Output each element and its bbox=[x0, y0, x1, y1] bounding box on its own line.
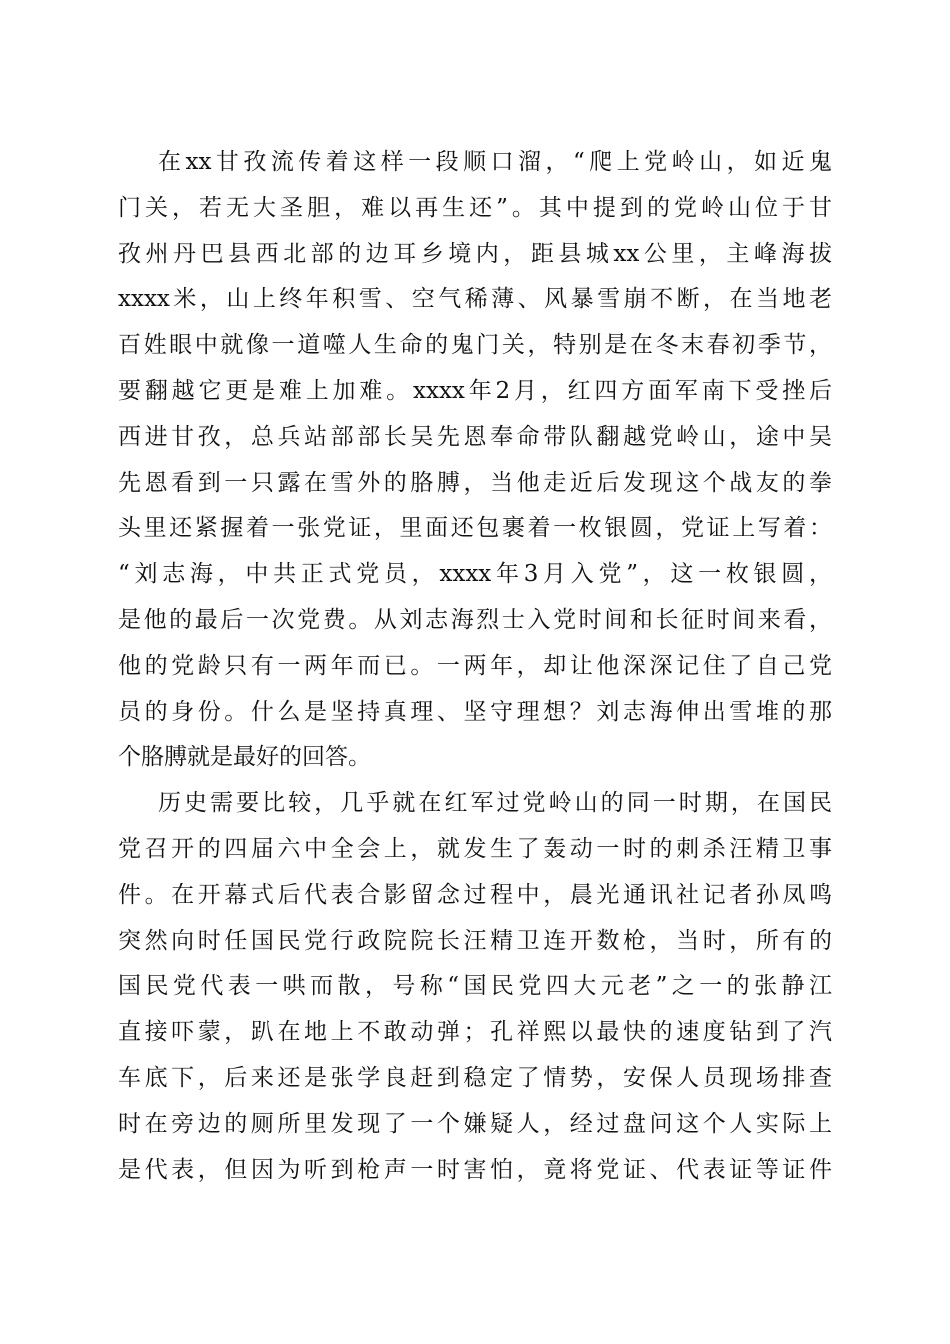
paragraph-1-line-3: 孜州丹巴县西北部的边耳乡境内，距县城xx公里，主峰海拔 bbox=[118, 240, 832, 267]
body-text bbox=[118, 140, 832, 1193]
paragraph-1-line-1: 在xx甘孜流传着这样一段顺口溜，“爬上党岭山，如近鬼 bbox=[158, 149, 832, 175]
paragraph-1-line-8: 先恩看到一只露在雪外的胳膊，当他走近后发现这个战友的拳 bbox=[118, 469, 832, 496]
paragraph-1-line-9: 头里还紧握着一张党证，里面还包裹着一枚银圆，党证上写着： bbox=[118, 515, 832, 542]
paragraph-2-line-6: 直接吓蒙，趴在地上不敢动弹；孔祥熙以最快的速度钻到了汽 bbox=[118, 1019, 832, 1046]
paragraph-1-line-12: 他的党龄只有一两年而已。一两年，却让他深深记住了自己党 bbox=[118, 652, 832, 679]
paragraph-2-line-3: 件。在开幕式后代表合影留念过程中，晨光通讯社记者孙凤鸣 bbox=[118, 881, 832, 908]
paragraph-1-line-4: xxxx米，山上终年积雪、空气稀薄、风暴雪崩不断，在当地老 bbox=[118, 286, 832, 313]
paragraph-2-line-7: 车底下，后来还是张学良赶到稳定了情势，安保人员现场排查 bbox=[118, 1064, 832, 1091]
paragraph-1-line-7: 西进甘孜，总兵站部部长吴先恩奉命带队翻越党岭山，途中吴 bbox=[118, 423, 832, 450]
paragraph-1-line-10: “刘志海，中共正式党员，xxxx年3月入党”，这一枚银圆， bbox=[118, 561, 832, 588]
paragraph-1-line-2: 门关，若无大圣胆，难以再生还”。其中提到的党岭山位于甘 bbox=[118, 194, 832, 221]
paragraph-2-line-8: 时在旁边的厕所里发现了一个嫌疑人，经过盘问这个人实际上 bbox=[118, 1110, 832, 1137]
paragraph-2-line-2: 党召开的四届六中全会上，就发生了轰动一时的刺杀汪精卫事 bbox=[118, 835, 832, 862]
paragraph-2-line-9: 是代表，但因为听到枪声一时害怕，竟将党证、代表证等证件 bbox=[118, 1156, 832, 1183]
paragraph-1-line-5: 百姓眼中就像一道噬人生命的鬼门关，特别是在冬末春初季节， bbox=[118, 332, 832, 359]
paragraph-1-line-11: 是他的最后一次党费。从刘志海烈士入党时间和长征时间来看， bbox=[118, 606, 832, 633]
paragraph-2-line-1: 历史需要比较，几乎就在红军过党岭山的同一时期，在国民 bbox=[158, 790, 832, 817]
paragraph-1-line-6: 要翻越它更是难上加难。xxxx年2月，红四方面军南下受挫后 bbox=[118, 377, 832, 404]
paragraph-2-line-4: 突然向时任国民党行政院院长汪精卫连开数枪，当时，所有的 bbox=[118, 927, 832, 954]
paragraph-1-line-14: 个胳膊就是最好的回答。 bbox=[118, 744, 371, 771]
paragraph-2-line-5: 国民党代表一哄而散，号称“国民党四大元老”之一的张静江 bbox=[118, 973, 832, 1000]
paragraph-1-line-13: 员的身份。什么是坚持真理、坚守理想？刘志海伸出雪堆的那 bbox=[118, 698, 832, 725]
